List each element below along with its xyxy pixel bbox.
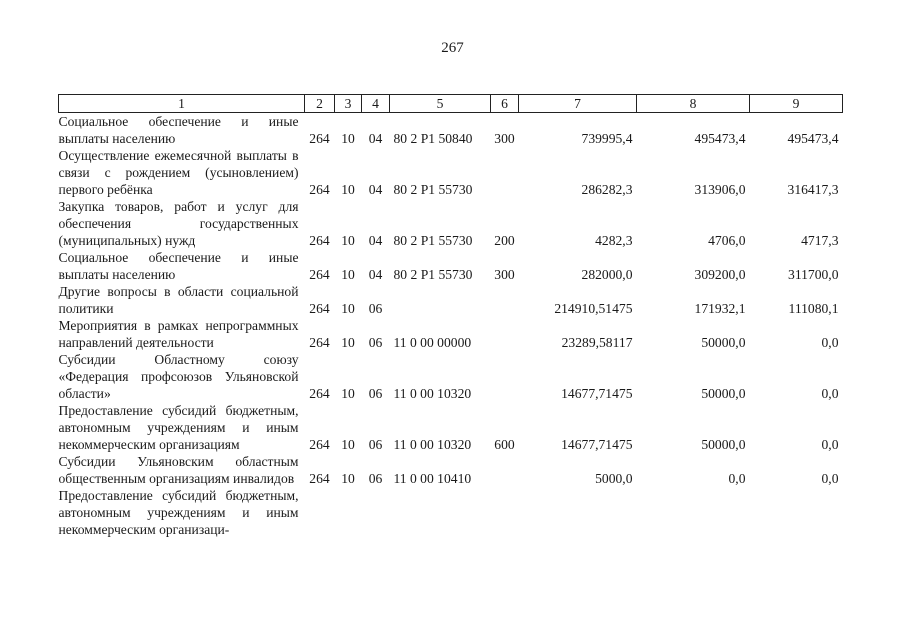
cell-description: Мероприятия в рамках непрограммных направлений деятельности (58, 318, 299, 350)
cell-description: Другие вопросы в области социальной политики (58, 284, 299, 316)
cell-target-article (390, 487, 491, 538)
column-header: 6 (491, 95, 519, 113)
cell-description: Социальное обеспечение и иные выплаты населению (58, 114, 299, 146)
cell-section: 10 (341, 301, 355, 316)
cell-admin-code: 264 (309, 437, 330, 452)
cell-amount-year1 (519, 487, 637, 538)
column-header: 7 (519, 95, 637, 113)
cell-amount-year3: 0,0 (821, 437, 839, 452)
cell-subsection: 04 (368, 182, 383, 197)
cell-target-article: 80 2 P1 55730 (393, 233, 473, 248)
cell-admin-code: 264 (309, 267, 330, 282)
cell-section: 10 (341, 267, 355, 282)
cell-admin-code (305, 487, 335, 538)
cell-section (335, 487, 362, 538)
cell-amount-year3 (750, 487, 843, 538)
table-row (59, 351, 843, 402)
cell-amount-year3: 0,0 (821, 471, 839, 486)
cell-description: Субсидии Ульяновским областным общественным организациям инвалидов (58, 454, 299, 486)
cell-section: 10 (341, 335, 355, 350)
cell-expense-type (491, 283, 519, 317)
cell-amount-year2: 495473,4 (694, 131, 746, 146)
cell-target-article: 11 0 00 00000 (393, 335, 472, 350)
cell-amount-year1: 23289,58117 (561, 335, 633, 350)
cell-subsection: 06 (368, 301, 383, 316)
cell-amount-year3: 0,0 (821, 335, 839, 350)
cell-amount-year3: 495473,4 (787, 131, 839, 146)
cell-expense-type (491, 317, 519, 351)
cell-amount-year2: 313906,0 (694, 182, 746, 197)
cell-amount-year1: 739995,4 (581, 131, 633, 146)
cell-amount-year2 (637, 487, 750, 538)
column-header: 9 (750, 95, 843, 113)
column-header: 1 (59, 95, 305, 113)
cell-admin-code: 264 (309, 182, 330, 197)
table-row (59, 402, 843, 453)
cell-subsection: 04 (368, 131, 383, 146)
cell-amount-year3: 111080,1 (788, 301, 839, 316)
cell-amount-year2: 50000,0 (701, 386, 746, 401)
cell-target-article (390, 283, 491, 317)
table-row (59, 283, 843, 317)
cell-amount-year3: 316417,3 (787, 182, 839, 197)
cell-subsection: 06 (368, 386, 383, 401)
cell-expense-type (491, 147, 519, 198)
cell-subsection: 04 (368, 233, 383, 248)
cell-amount-year1: 214910,51475 (554, 301, 633, 316)
cell-amount-year2: 50000,0 (701, 437, 746, 452)
cell-target-article: 11 0 00 10410 (393, 471, 472, 486)
cell-amount-year1: 286282,3 (581, 182, 633, 197)
cell-amount-year1: 4282,3 (595, 233, 633, 248)
table-row (59, 453, 843, 487)
table-row (59, 198, 843, 249)
cell-amount-year2: 4706,0 (708, 233, 746, 248)
table-row (59, 113, 843, 148)
cell-amount-year2: 171932,1 (694, 301, 746, 316)
cell-section: 10 (341, 131, 355, 146)
cell-expense-type: 300 (494, 131, 515, 146)
cell-admin-code: 264 (309, 131, 330, 146)
cell-amount-year1: 5000,0 (595, 471, 633, 486)
table-row (59, 487, 843, 538)
column-header: 3 (335, 95, 362, 113)
cell-section: 10 (341, 233, 355, 248)
cell-section: 10 (341, 182, 355, 197)
cell-amount-year2: 309200,0 (694, 267, 746, 282)
table-body (59, 113, 843, 539)
cell-expense-type: 200 (494, 233, 515, 248)
cell-target-article: 11 0 00 10320 (393, 386, 472, 401)
cell-amount-year2: 0,0 (728, 471, 746, 486)
cell-admin-code: 264 (309, 471, 330, 486)
cell-description: Социальное обеспечение и иные выплаты населению (58, 250, 299, 282)
cell-description: Осуществление ежемесячной выплаты в связи с рождением (усыновлением) первого ребёнка (58, 148, 299, 197)
cell-section: 10 (341, 437, 355, 452)
table-row (59, 317, 843, 351)
cell-expense-type (491, 453, 519, 487)
cell-admin-code: 264 (309, 386, 330, 401)
cell-target-article: 80 2 P1 55730 (393, 182, 473, 197)
cell-subsection: 06 (368, 471, 383, 486)
cell-amount-year2: 50000,0 (701, 335, 746, 350)
table-row (59, 249, 843, 283)
cell-admin-code: 264 (309, 233, 330, 248)
cell-expense-type: 600 (494, 437, 515, 452)
cell-section: 10 (341, 471, 355, 486)
cell-amount-year1: 14677,71475 (561, 437, 633, 452)
cell-description: Предоставление субсидий бюджетным, автономным учреждениям и иным некоммерческим организаци- (58, 488, 299, 537)
column-header: 2 (305, 95, 335, 113)
column-header: 8 (637, 95, 750, 113)
cell-amount-year1: 282000,0 (581, 267, 633, 282)
cell-description: Предоставление субсидий бюджетным, автономным учреждениям и иным некоммерческим организациям (58, 403, 299, 452)
budget-table (58, 94, 843, 538)
cell-expense-type (491, 487, 519, 538)
cell-subsection: 06 (368, 335, 383, 350)
cell-description: Закупка товаров, работ и услуг для обеспечения государственных (муниципальных) нужд (58, 199, 299, 248)
cell-subsection: 06 (368, 437, 383, 452)
cell-amount-year3: 311700,0 (788, 267, 839, 282)
cell-admin-code: 264 (309, 335, 330, 350)
cell-target-article: 80 2 P1 55730 (393, 267, 473, 282)
column-header: 4 (362, 95, 390, 113)
table-header-row (59, 95, 843, 113)
cell-section: 10 (341, 386, 355, 401)
cell-subsection: 04 (368, 267, 383, 282)
cell-amount-year3: 4717,3 (801, 233, 839, 248)
cell-expense-type (491, 351, 519, 402)
cell-admin-code: 264 (309, 301, 330, 316)
page-number: 267 (441, 40, 464, 56)
cell-subsection (362, 487, 390, 538)
cell-target-article: 11 0 00 10320 (393, 437, 472, 452)
cell-amount-year1: 14677,71475 (561, 386, 633, 401)
column-header: 5 (390, 95, 491, 113)
cell-target-article: 80 2 P1 50840 (393, 131, 473, 146)
table-row (59, 147, 843, 198)
cell-amount-year3: 0,0 (821, 386, 839, 401)
cell-description: Субсидии Областному союзу «Федерация профсоюзов Ульяновской области» (58, 352, 299, 401)
cell-expense-type: 300 (494, 267, 515, 282)
